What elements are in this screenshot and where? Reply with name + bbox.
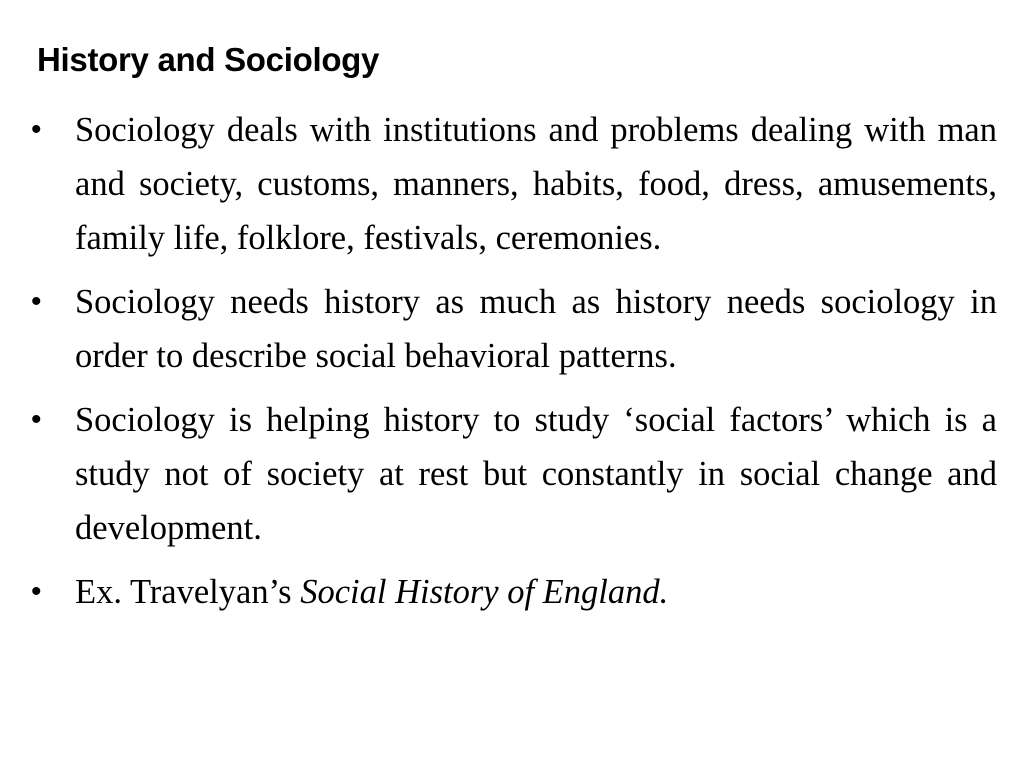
- bullet-marker: •: [31, 285, 42, 318]
- slide-title: History and Sociology: [37, 41, 380, 78]
- bullet-text: Sociology is helping history to study ‘social factors’ which is a study not of society at rest but constantly in social change and development.: [75, 401, 997, 547]
- bullet-item: [31, 393, 997, 555]
- book-title: Social History of England.: [300, 573, 669, 611]
- bullet-item: [31, 275, 997, 383]
- bullet-marker: •: [31, 403, 42, 436]
- bullet-text: Sociology needs history as much as history needs sociology in order to describe social behavioral patterns.: [75, 283, 997, 375]
- bullet-item: [31, 565, 997, 619]
- bullet-marker: •: [31, 575, 42, 608]
- bullet-list: [31, 103, 997, 629]
- bullet-text-prefix: Ex. Travelyan’s: [75, 573, 301, 611]
- bullet-marker: •: [31, 113, 42, 146]
- bullet-text: Sociology deals with institutions and problems dealing with man and society, customs, manners, habits, food, dress, amusements, family life, folklore, festivals, ceremonies.: [75, 111, 997, 257]
- bullet-item: [31, 103, 997, 265]
